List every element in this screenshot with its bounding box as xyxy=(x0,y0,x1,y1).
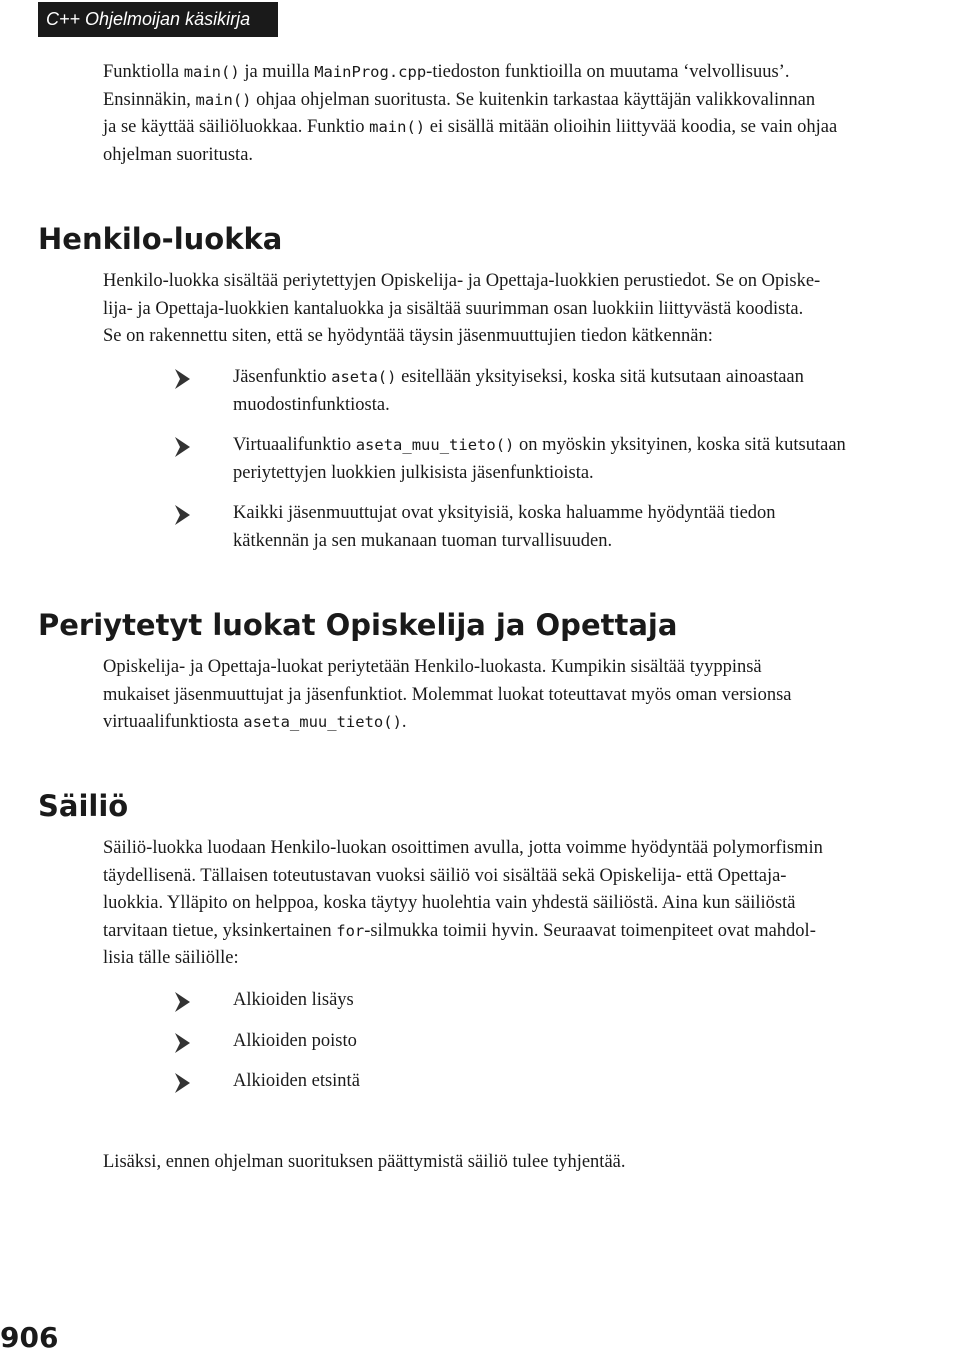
text-line: Alkioiden lisäys xyxy=(233,990,354,1010)
bullet-text xyxy=(233,1027,958,1055)
text-line: Se on rakennettu siten, että se hyödyntää täysin jäsenmuuttujien tiedon kätkennän: xyxy=(103,326,713,346)
periytetyt-paragraph xyxy=(103,654,958,737)
bullet-text xyxy=(233,1067,958,1095)
text-line xyxy=(103,114,958,142)
text-line: muodostinfunktiosta. xyxy=(233,395,390,415)
text-run: Virtuaalifunktio xyxy=(233,435,356,455)
text-line: Alkioiden poisto xyxy=(233,1031,357,1051)
text-run: -silmukka toimii hyvin. Seuraavat toimenpiteet ovat mahdol- xyxy=(364,920,816,941)
text-line xyxy=(103,59,958,87)
bullet-text xyxy=(233,431,958,487)
text-run: ohjaa ohjelman suoritusta. Se kuitenkin tarkastaa käyttäjän valikkovalinnan xyxy=(251,89,816,110)
bullet-text xyxy=(233,986,958,1014)
bullet-text xyxy=(233,363,958,419)
text-line xyxy=(103,87,958,115)
book-title: C++ Ohjelmoijan käsikirja xyxy=(46,9,251,29)
bullet-arrow-icon xyxy=(172,368,192,390)
text-run: virtuaalifunktiosta xyxy=(103,712,244,732)
intro-paragraph xyxy=(103,59,958,169)
text-run: Jäsenfunktio xyxy=(233,367,332,387)
text-line: luokkia. Ylläpito on helppoa, koska täytyy huolehtia vain yhdestä säiliöstä. Aina kun säiliöstä xyxy=(103,893,796,913)
text-run: Funktiolla xyxy=(103,62,184,82)
bullet-text xyxy=(233,499,958,555)
text-run: -tiedoston funktioilla on muutama ‘velvollisuus’. xyxy=(426,62,790,82)
text-run: Ensinnäkin, xyxy=(103,89,196,110)
text-line: Lisäksi, ennen ohjelman suorituksen päättymistä säiliö tulee tyhjentää. xyxy=(103,1152,626,1172)
sailio-paragraph xyxy=(103,835,958,973)
text-line xyxy=(103,918,958,946)
inline-code: main() xyxy=(195,90,252,109)
text-line: mukaiset jäsenmuuttujat ja jäsenfunktiot. Molemmat luokat toteuttavat myös oman versionsa xyxy=(103,684,792,705)
bullet-arrow-icon xyxy=(172,436,192,458)
text-run: esitellään yksityiseksi, koska sitä kutsutaan ainoastaan xyxy=(396,367,804,387)
inline-code: aseta_muu_tieto() xyxy=(355,436,515,454)
bullet-arrow-icon xyxy=(172,1032,192,1054)
running-header xyxy=(38,2,278,37)
text-line: Kaikki jäsenmuuttujat ovat yksityisiä, koska haluamme hyödyntää tiedon xyxy=(233,503,776,523)
text-run: ja se käyttää säiliöluokkaa. Funktio xyxy=(103,117,370,137)
text-line: Alkioiden etsintä xyxy=(233,1071,360,1091)
text-line xyxy=(233,431,958,459)
text-run: tarvitaan tietue, yksinkertainen xyxy=(103,920,337,941)
text-line: Säiliö-luokka luodaan Henkilo-luokan osoittimen avulla, jotta voimme hyödyntää polymorfismin xyxy=(103,838,823,858)
text-line xyxy=(233,363,958,391)
inline-code: aseta_muu_tieto() xyxy=(243,713,402,731)
text-line: kätkennän ja sen mukanaan tuoman turvallisuuden. xyxy=(233,531,613,551)
bullet-arrow-icon xyxy=(172,1072,192,1094)
text-run: ja muilla xyxy=(239,62,315,82)
text-line: ohjelman suoritusta. xyxy=(103,144,254,165)
page-number: 906 xyxy=(0,1321,59,1354)
section-heading-periytetyt: Periytetyt luokat Opiskelija ja Opettaja xyxy=(38,608,678,642)
bullet-arrow-icon xyxy=(172,991,192,1013)
text-line: lija- ja Opettaja-luokkien kantaluokka ja sisältää suurimman osan luokkiin liittyvästä koodista. xyxy=(103,298,804,319)
inline-code: for xyxy=(336,921,365,940)
text-run: . xyxy=(401,712,407,732)
inline-code: main() xyxy=(183,63,240,81)
inline-code: MainProg.cpp xyxy=(314,63,427,81)
text-line xyxy=(103,709,958,737)
text-run: on myöskin yksityinen, koska sitä kutsutaan xyxy=(514,435,846,455)
inline-code: aseta() xyxy=(331,368,397,386)
text-line: lisia tälle säiliölle: xyxy=(103,948,239,968)
text-run: ei sisällä mitään olioihin liittyvää koodia, se vain ohjaa xyxy=(425,117,838,137)
bullet-arrow-icon xyxy=(172,504,192,526)
closing-paragraph xyxy=(103,1149,958,1177)
text-line: täydellisenä. Tällaisen toteutustavan vuoksi säiliö voi sisältää sekä Opiskelija- että Opettaja- xyxy=(103,865,787,886)
section-heading-henkilo: Henkilo-luokka xyxy=(38,222,283,256)
text-line: Henkilo-luokka sisältää periytettyjen Opiskelija- ja Opettaja-luokkien perustiedot. Se on Opiske- xyxy=(103,271,821,291)
text-line: Opiskelija- ja Opettaja-luokat periytetään Henkilo-luokasta. Kumpikin sisältää tyyppinsä xyxy=(103,657,762,677)
section-heading-sailio: Säiliö xyxy=(38,789,129,823)
inline-code: main() xyxy=(369,118,426,136)
text-line: periytettyjen luokkien julkisista jäsenfunktioista. xyxy=(233,463,594,483)
henkilo-paragraph xyxy=(103,268,958,351)
